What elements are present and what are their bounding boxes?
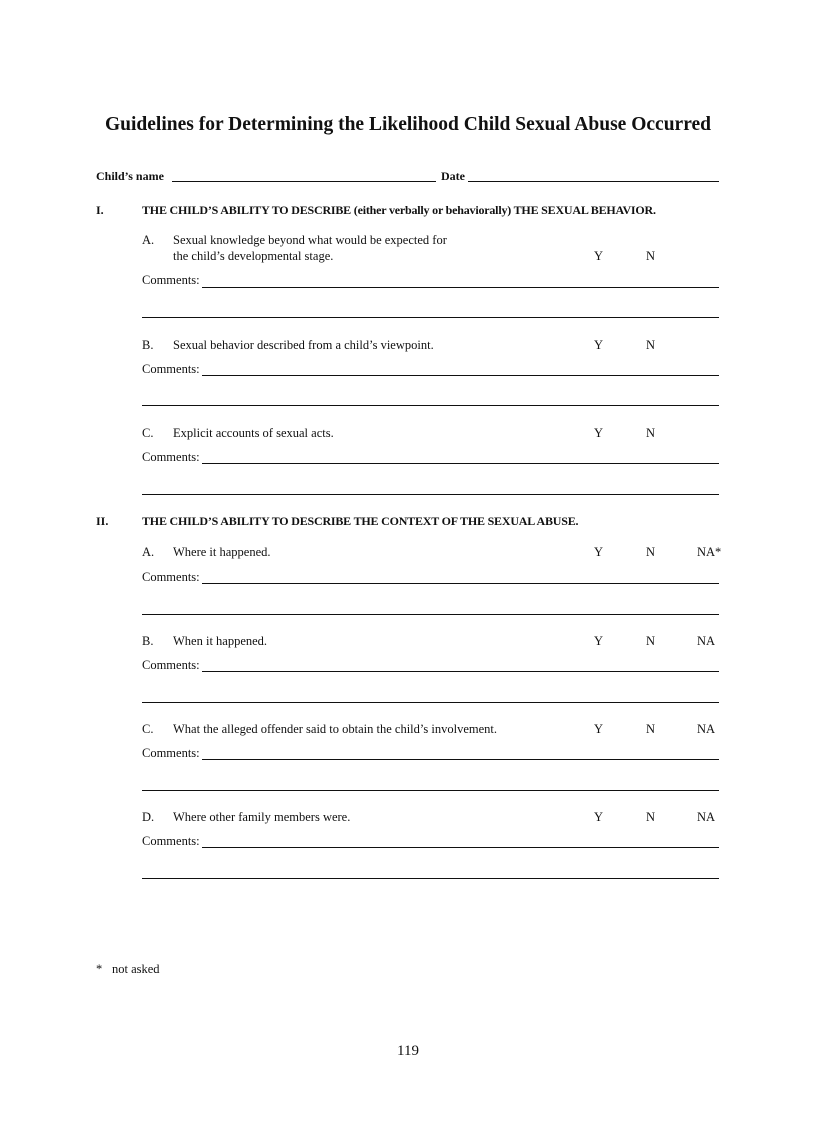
comments-line[interactable] bbox=[142, 790, 719, 791]
no-option[interactable]: N bbox=[646, 545, 656, 559]
comments-line[interactable] bbox=[142, 614, 719, 615]
section-title: THE CHILD’S ABILITY TO DESCRIBE THE CONTEXT OF THE SEXUAL ABUSE. bbox=[142, 514, 579, 528]
no-option[interactable]: N bbox=[646, 634, 656, 648]
comments-line[interactable] bbox=[142, 494, 719, 495]
childs-name-label: Child’s name bbox=[96, 169, 164, 183]
comments-label: Comments: bbox=[142, 362, 200, 376]
yes-option[interactable]: Y bbox=[594, 338, 604, 352]
comments-line[interactable] bbox=[142, 317, 719, 318]
not-applicable-option[interactable]: NA bbox=[697, 810, 716, 824]
yes-option[interactable]: Y bbox=[594, 722, 604, 736]
footnote-text: not asked bbox=[112, 962, 160, 976]
section-title: THE CHILD’S ABILITY TO DESCRIBE (either verbally or behaviorally) THE SEXUAL BEHAVIOR. bbox=[142, 203, 656, 217]
not-applicable-option[interactable]: NA bbox=[697, 722, 716, 736]
item-text: the child’s developmental stage. bbox=[173, 249, 334, 263]
yes-option[interactable]: Y bbox=[594, 249, 604, 263]
item-letter: A. bbox=[142, 233, 155, 247]
date-label: Date bbox=[441, 169, 465, 183]
item-text: Explicit accounts of sexual acts. bbox=[173, 426, 334, 440]
item-letter: D. bbox=[142, 810, 155, 824]
item-letter: A. bbox=[142, 545, 155, 559]
comments-line[interactable] bbox=[202, 583, 719, 584]
item-text: When it happened. bbox=[173, 634, 268, 648]
comments-label: Comments: bbox=[142, 746, 200, 760]
childs-name-field[interactable] bbox=[172, 181, 436, 182]
yes-option[interactable]: Y bbox=[594, 545, 604, 559]
no-option[interactable]: N bbox=[646, 338, 656, 352]
comments-line[interactable] bbox=[202, 463, 719, 464]
comments-line[interactable] bbox=[142, 878, 719, 879]
item-letter: B. bbox=[142, 338, 154, 352]
not-applicable-option[interactable]: NA* bbox=[697, 545, 722, 559]
page-number: 119 bbox=[397, 1043, 419, 1059]
item-text: Sexual behavior described from a child’s viewpoint. bbox=[173, 338, 434, 352]
comments-line[interactable] bbox=[142, 702, 719, 703]
comments-line[interactable] bbox=[202, 375, 719, 376]
comments-line[interactable] bbox=[142, 405, 719, 406]
yes-option[interactable]: Y bbox=[594, 426, 604, 440]
yes-option[interactable]: Y bbox=[594, 810, 604, 824]
item-text: Where it happened. bbox=[173, 545, 271, 559]
comments-label: Comments: bbox=[142, 658, 200, 672]
section-number: II. bbox=[96, 514, 109, 528]
comments-line[interactable] bbox=[202, 759, 719, 760]
comments-label: Comments: bbox=[142, 450, 200, 464]
not-applicable-option[interactable]: NA bbox=[697, 634, 716, 648]
yes-option[interactable]: Y bbox=[594, 634, 604, 648]
no-option[interactable]: N bbox=[646, 249, 656, 263]
date-field[interactable] bbox=[468, 181, 719, 182]
no-option[interactable]: N bbox=[646, 426, 656, 440]
footnote-mark: * bbox=[96, 962, 103, 976]
item-text: Where other family members were. bbox=[173, 810, 351, 824]
item-letter: C. bbox=[142, 722, 154, 736]
comments-label: Comments: bbox=[142, 834, 200, 848]
item-letter: B. bbox=[142, 634, 154, 648]
comments-line[interactable] bbox=[202, 671, 719, 672]
comments-label: Comments: bbox=[142, 273, 200, 287]
comments-line[interactable] bbox=[202, 847, 719, 848]
section-number: I. bbox=[96, 203, 104, 217]
no-option[interactable]: N bbox=[646, 722, 656, 736]
no-option[interactable]: N bbox=[646, 810, 656, 824]
page-title: Guidelines for Determining the Likelihood Child Sexual Abuse Occurred bbox=[105, 114, 711, 135]
comments-label: Comments: bbox=[142, 570, 200, 584]
item-letter: C. bbox=[142, 426, 154, 440]
comments-line[interactable] bbox=[202, 287, 719, 288]
item-text: What the alleged offender said to obtain the child’s involvement. bbox=[173, 722, 497, 736]
item-text: Sexual knowledge beyond what would be expected for bbox=[173, 233, 447, 247]
